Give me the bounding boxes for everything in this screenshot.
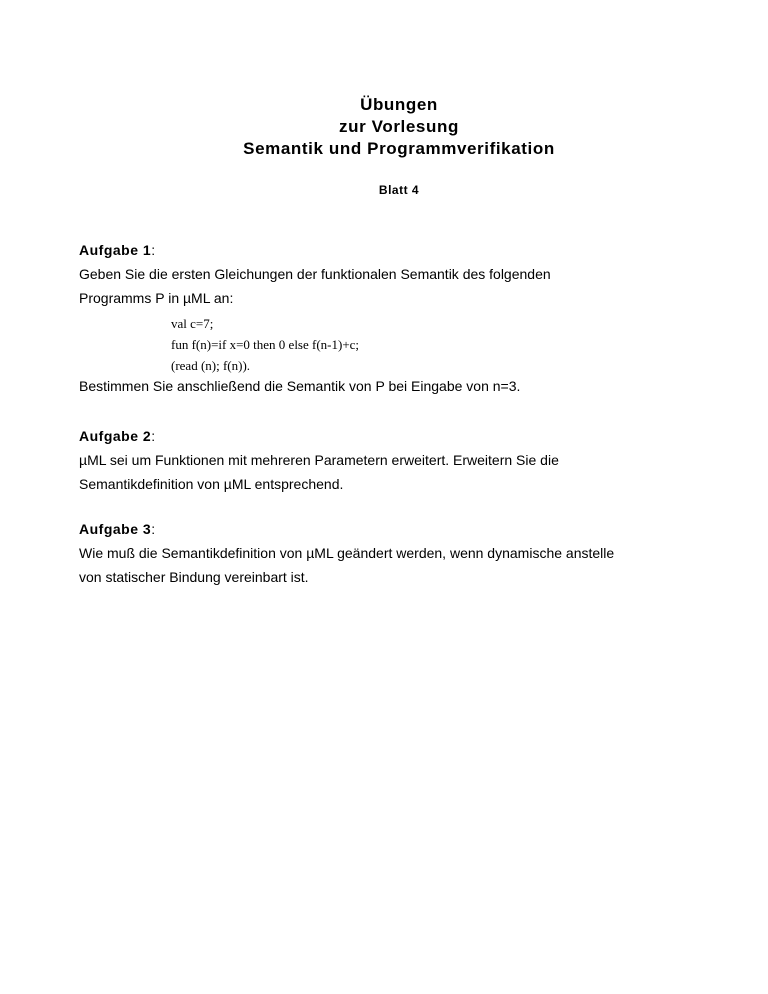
task-1-text [79, 262, 699, 310]
code-line-1: val c=7; [171, 316, 214, 331]
code-line-2: fun f(n)=if x=0 then 0 else f(n-1)+c; [171, 337, 360, 352]
task-3-heading-label: Aufgabe 3 [79, 521, 152, 537]
task-2-text [79, 448, 699, 496]
sheet-number: Blatt 4 [378, 183, 420, 197]
task-1-heading-colon: : [151, 242, 156, 258]
task-1-text-line-2: Programms P in µML an: [79, 290, 234, 306]
task-1-text-line-1: Geben Sie die ersten Gleichungen der funktionalen Semantik des folgenden [79, 266, 551, 282]
task-3-text-line-2: von statischer Bindung vereinbart ist. [79, 569, 309, 585]
code-line-3: (read (n); f(n)). [171, 358, 251, 373]
title-line-3: Semantik und Programmverifikation [243, 139, 555, 158]
task-1-code-block [171, 313, 359, 376]
task-2-heading-colon: : [151, 428, 156, 444]
task-2-heading [79, 427, 156, 445]
task-3-text [79, 541, 699, 589]
task-2-text-line-1: µML sei um Funktionen mit mehreren Parametern erweitert. Erweitern Sie die [79, 452, 559, 468]
task-1-heading-label: Aufgabe 1 [79, 242, 152, 258]
title-line-2: zur Vorlesung [339, 117, 459, 136]
title-line-1: Übungen [360, 95, 438, 114]
task-2-text-line-2: Semantikdefinition von µML entsprechend. [79, 476, 344, 492]
title-block [0, 94, 768, 160]
task-3-heading-colon: : [151, 521, 156, 537]
task-2-heading-label: Aufgabe 2 [79, 428, 152, 444]
task-3-heading [79, 520, 156, 538]
task-1-heading [79, 241, 156, 259]
task-1-after-text: Bestimmen Sie anschließend die Semantik von P bei Eingabe von n=3. [79, 378, 521, 394]
task-3-text-line-1: Wie muß die Semantikdefinition von µML geändert werden, wenn dynamische anstelle [79, 545, 615, 561]
